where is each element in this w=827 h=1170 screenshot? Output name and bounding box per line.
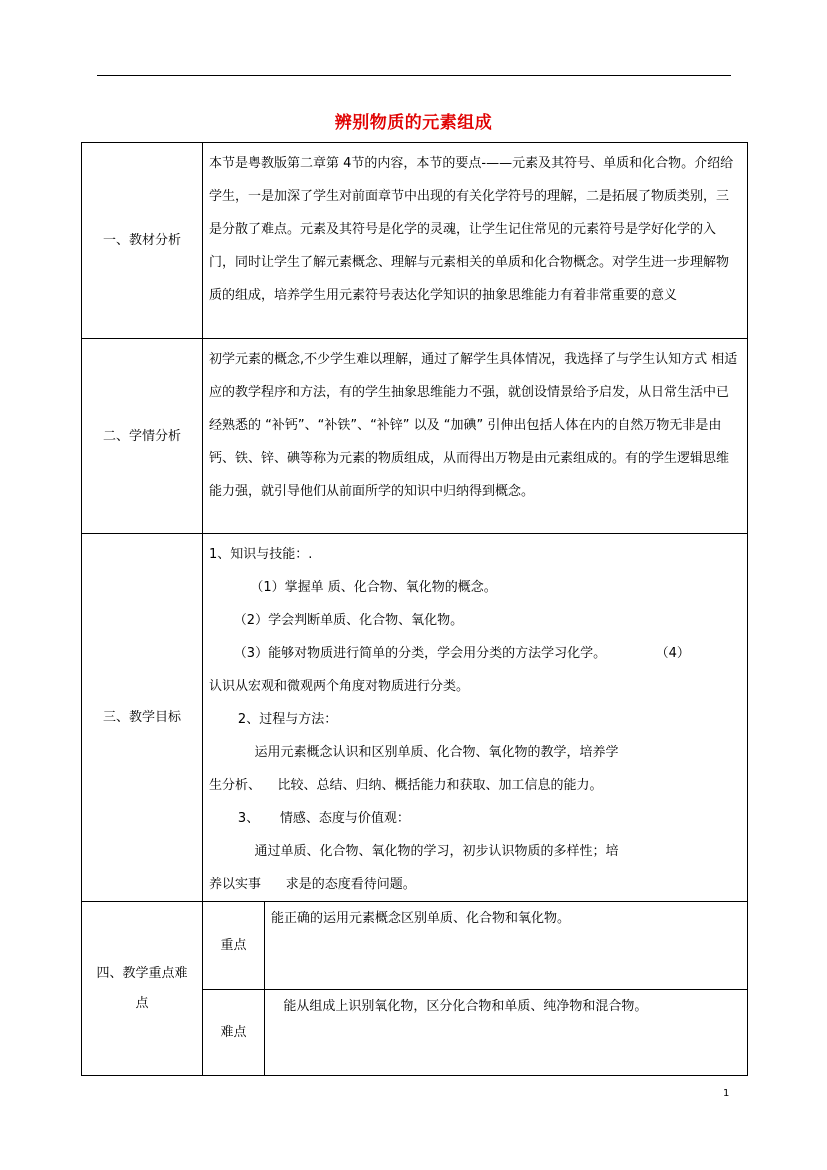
header-rule bbox=[97, 75, 731, 76]
row-header-teaching-objectives: 三、教学目标 bbox=[82, 534, 203, 902]
row-header-key-difficult-points bbox=[82, 902, 203, 1076]
student-analysis-cell bbox=[203, 339, 748, 534]
difficult-point-label: 难点 bbox=[203, 990, 265, 1076]
row-header-textbook-analysis: 一、教材分析 bbox=[82, 143, 203, 339]
student-analysis-text: 初学元素的概念,不少学生难以理解，通过了解学生具体情况，我选择了与学生认知方式 相适应的教学程序和方法，有的学生抽象思维能力不强，就创设情景给予启发，从日常生活中已经熟悉的 “补钙”、“补铁”、“补锌” 以及 “加碘” 引伸出包括人体在内的自然万物无非是由钙、铁、锌、碘等称为元素的物质组成，从而得出万物是由元素组成的。有的学生逻辑思维能力强，就引导他们从前面所学的知识中归纳得到概念。 bbox=[209, 352, 738, 499]
table-row-teaching-objectives bbox=[82, 534, 748, 902]
objective-line: （1）掌握单 质、化合物、氧化物的概念。 bbox=[209, 580, 497, 595]
objective-line: 3、 情感、态度与价值观： bbox=[209, 811, 410, 826]
textbook-analysis-cell bbox=[203, 143, 748, 339]
objective-line: （2）学会判断单质、化合物、氧化物。 bbox=[209, 613, 464, 628]
objective-line: 通过单质、化合物、氧化物的学习，初步认识物质的多样性；培 bbox=[209, 844, 619, 859]
objective-line: 1、知识与技能：. bbox=[209, 547, 313, 562]
key-point-text: 能正确的运用元素概念区别单质、化合物和氧化物。 bbox=[265, 902, 748, 990]
lesson-plan-table bbox=[81, 142, 748, 1076]
difficult-point-text: 能从组成上识别氧化物，区分化合物和单质、纯净物和混合物。 bbox=[265, 990, 748, 1076]
row-header-student-analysis: 二、学情分析 bbox=[82, 339, 203, 534]
objective-line: 2、过程与方法： bbox=[209, 712, 338, 727]
table-row-student-analysis bbox=[82, 339, 748, 534]
teaching-objectives-cell bbox=[203, 534, 748, 902]
objective-line: （3）能够对物质进行简单的分类，学会用分类的方法学习化学。 （4） bbox=[209, 646, 690, 661]
page-number: 1 bbox=[723, 1088, 730, 1099]
table-row-textbook-analysis bbox=[82, 143, 748, 339]
objective-line: 认识从宏观和微观两个角度对物质进行分类。 bbox=[209, 679, 470, 694]
textbook-analysis-text: 本节是粤教版第二章第 4节的内容，本节的要点-——元素及其符号、单质和化合物。介绍给学生，一是加深了学生对前面章节中出现的有关化学符号的理解，二是拓展了物质类别，三是分散了难点。元素及其符号是化学的灵魂，让学生记住常见的元素符号是学好化学的入门，同时让学生了解元素概念、理解与元素相关的单质和化合物概念。对学生进一步理解物质的组成，培养学生用元素符号表达化学知识的抽象思维能力有着非常重要的意义 bbox=[209, 156, 734, 303]
table-row-key-points bbox=[82, 902, 748, 990]
document-title: 辨别物质的元素组成 bbox=[334, 113, 493, 133]
objective-line: 养以实事 求是的态度看待问题。 bbox=[209, 877, 416, 892]
objective-line: 生分析、 比较、总结、归纳、概括能力和获取、加工信息的能力。 bbox=[209, 778, 603, 793]
objective-line: 运用元素概念认识和区别单质、化合物、氧化物的教学，培养学 bbox=[209, 745, 619, 760]
row-header-line: 四、教学重点难 bbox=[96, 965, 188, 981]
row-header-line: 点 bbox=[135, 995, 149, 1011]
key-point-label: 重点 bbox=[203, 902, 265, 990]
